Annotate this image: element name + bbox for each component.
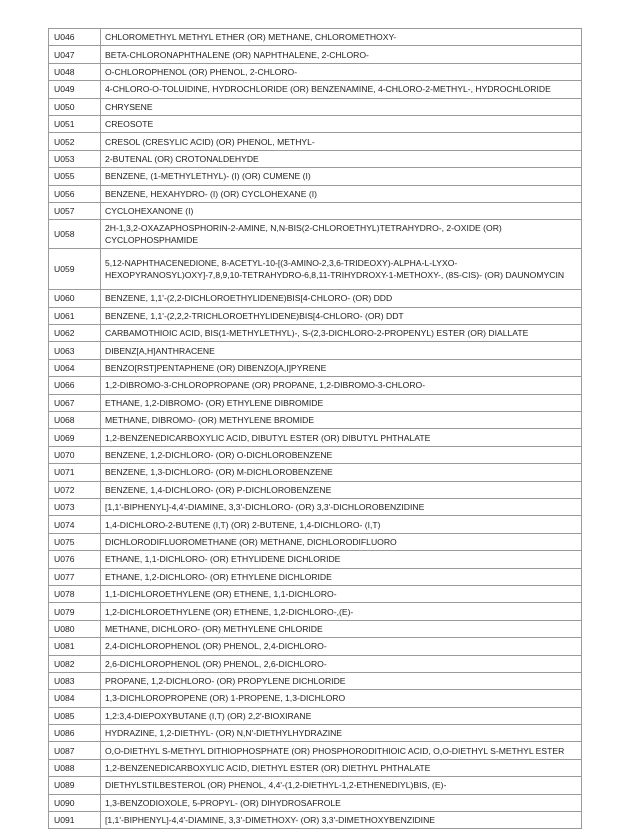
table-row	[49, 29, 582, 46]
substance-description-cell: [1,1'-BIPHENYL]-4,4'-DIAMINE, 3,3'-DIMETHOXY- (OR) 3,3'-DIMETHOXYBENZIDINE	[101, 812, 582, 829]
substance-description-cell: METHANE, DICHLORO- (OR) METHYLENE CHLORIDE	[101, 620, 582, 637]
substance-description-cell: BETA-CHLORONAPHTHALENE (OR) NAPHTHALENE, 2-CHLORO-	[101, 46, 582, 63]
waste-code-cell: U074	[49, 516, 101, 533]
table-row	[49, 377, 582, 394]
waste-code-cell: U048	[49, 63, 101, 80]
table-row	[49, 185, 582, 202]
substance-description-cell: BENZENE, (1-METHYLETHYL)- (I) (OR) CUMENE (I)	[101, 168, 582, 185]
waste-code-cell: U072	[49, 481, 101, 498]
waste-code-cell: U084	[49, 690, 101, 707]
waste-code-cell: U081	[49, 638, 101, 655]
substance-description-cell: 1,3-DICHLOROPROPENE (OR) 1-PROPENE, 1,3-DICHLORO	[101, 690, 582, 707]
substance-description-cell: 4-CHLORO-O-TOLUIDINE, HYDROCHLORIDE (OR) BENZENAMINE, 4-CHLORO-2-METHYL-, HYDROCHLORIDE	[101, 81, 582, 98]
waste-code-cell: U057	[49, 202, 101, 219]
table-row	[49, 812, 582, 829]
table-row	[49, 672, 582, 689]
substance-description-cell: BENZENE, 1,4-DICHLORO- (OR) P-DICHLOROBENZENE	[101, 481, 582, 498]
waste-code-cell: U066	[49, 377, 101, 394]
substance-description-cell: CHLOROMETHYL METHYL ETHER (OR) METHANE, CHLOROMETHOXY-	[101, 29, 582, 46]
table-row	[49, 307, 582, 324]
table-row	[49, 325, 582, 342]
substance-description-cell: CRESOL (CRESYLIC ACID) (OR) PHENOL, METHYL-	[101, 133, 582, 150]
waste-code-cell: U055	[49, 168, 101, 185]
table-row	[49, 498, 582, 515]
table-row	[49, 202, 582, 219]
waste-code-cell: U076	[49, 551, 101, 568]
table-row	[49, 690, 582, 707]
table-row	[49, 46, 582, 63]
substance-description-cell: HYDRAZINE, 1,2-DIETHYL- (OR) N,N'-DIETHYLHYDRAZINE	[101, 725, 582, 742]
table-row	[49, 777, 582, 794]
substance-description-cell: [1,1'-BIPHENYL]-4,4'-DIAMINE, 3,3'-DICHLORO- (OR) 3,3'-DICHLOROBENZIDINE	[101, 498, 582, 515]
waste-code-cell: U053	[49, 150, 101, 167]
waste-code-cell: U061	[49, 307, 101, 324]
waste-code-cell: U087	[49, 742, 101, 759]
waste-code-cell: U052	[49, 133, 101, 150]
table-row	[49, 220, 582, 249]
waste-code-cell: U064	[49, 359, 101, 376]
table-row	[49, 115, 582, 132]
waste-code-cell: U050	[49, 98, 101, 115]
table-row	[49, 725, 582, 742]
substance-description-cell: 1,1-DICHLOROETHYLENE (OR) ETHENE, 1,1-DICHLORO-	[101, 585, 582, 602]
substance-description-cell: BENZENE, 1,3-DICHLORO- (OR) M-DICHLOROBENZENE	[101, 464, 582, 481]
table-row	[49, 585, 582, 602]
substance-description-cell: BENZO[RST]PENTAPHENE (OR) DIBENZO[A,I]PYRENE	[101, 359, 582, 376]
substance-description-cell: 1,2-DICHLOROETHYLENE (OR) ETHENE, 1,2-DICHLORO-,(E)-	[101, 603, 582, 620]
table-row	[49, 394, 582, 411]
waste-code-cell: U082	[49, 655, 101, 672]
substance-description-cell: DICHLORODIFLUOROMETHANE (OR) METHANE, DICHLORODIFLUORO	[101, 533, 582, 550]
waste-code-cell: U088	[49, 759, 101, 776]
table-row	[49, 63, 582, 80]
table-row	[49, 707, 582, 724]
substance-description-cell: ETHANE, 1,1-DICHLORO- (OR) ETHYLIDENE DICHLORIDE	[101, 551, 582, 568]
table-row	[49, 342, 582, 359]
waste-code-cell: U085	[49, 707, 101, 724]
substance-description-cell: 1,3-BENZODIOXOLE, 5-PROPYL- (OR) DIHYDROSAFROLE	[101, 794, 582, 811]
waste-code-cell: U086	[49, 725, 101, 742]
substance-description-cell: 1,4-DICHLORO-2-BUTENE (I,T) (OR) 2-BUTENE, 1,4-DICHLORO- (I,T)	[101, 516, 582, 533]
waste-code-cell: U069	[49, 429, 101, 446]
waste-code-cell: U062	[49, 325, 101, 342]
substance-description-cell: 1,2-BENZENEDICARBOXYLIC ACID, DIETHYL ESTER (OR) DIETHYL PHTHALATE	[101, 759, 582, 776]
table-row	[49, 794, 582, 811]
substance-description-cell: BENZENE, 1,1'-(2,2,2-TRICHLOROETHYLIDENE)BIS[4-CHLORO- (OR) DDT	[101, 307, 582, 324]
table-row	[49, 464, 582, 481]
waste-code-cell: U090	[49, 794, 101, 811]
substance-description-cell: PROPANE, 1,2-DICHLORO- (OR) PROPYLENE DICHLORIDE	[101, 672, 582, 689]
substance-description-cell: CARBAMOTHIOIC ACID, BIS(1-METHYLETHYL)-, S-(2,3-DICHLORO-2-PROPENYL) ESTER (OR) DIALLATE	[101, 325, 582, 342]
waste-code-cell: U071	[49, 464, 101, 481]
waste-code-cell: U073	[49, 498, 101, 515]
substance-description-cell: ETHANE, 1,2-DICHLORO- (OR) ETHYLENE DICHLORIDE	[101, 568, 582, 585]
table-row	[49, 655, 582, 672]
table-row	[49, 742, 582, 759]
table-row	[49, 516, 582, 533]
table-row	[49, 446, 582, 463]
table-row	[49, 533, 582, 550]
substance-description-cell: BENZENE, HEXAHYDRO- (I) (OR) CYCLOHEXANE (I)	[101, 185, 582, 202]
table-row	[49, 81, 582, 98]
waste-code-cell: U079	[49, 603, 101, 620]
substance-description-cell: 1,2-DIBROMO-3-CHLOROPROPANE (OR) PROPANE, 1,2-DIBROMO-3-CHLORO-	[101, 377, 582, 394]
substance-description-cell: DIBENZ[A,H]ANTHRACENE	[101, 342, 582, 359]
waste-code-table-body	[49, 29, 582, 829]
table-row	[49, 620, 582, 637]
table-row	[49, 603, 582, 620]
table-row	[49, 638, 582, 655]
waste-code-cell: U056	[49, 185, 101, 202]
substance-description-cell: ETHANE, 1,2-DIBROMO- (OR) ETHYLENE DIBROMIDE	[101, 394, 582, 411]
waste-code-table	[48, 28, 582, 829]
waste-code-cell: U059	[49, 249, 101, 290]
table-row	[49, 429, 582, 446]
substance-description-cell: 2,4-DICHLOROPHENOL (OR) PHENOL, 2,4-DICHLORO-	[101, 638, 582, 655]
waste-code-cell: U070	[49, 446, 101, 463]
substance-description-cell: 2,6-DICHLOROPHENOL (OR) PHENOL, 2,6-DICHLORO-	[101, 655, 582, 672]
substance-description-cell: CHRYSENE	[101, 98, 582, 115]
substance-description-cell: O,O-DIETHYL S-METHYL DITHIOPHOSPHATE (OR) PHOSPHORODITHIOIC ACID, O,O-DIETHYL S-METHYL ESTER	[101, 742, 582, 759]
waste-code-cell: U080	[49, 620, 101, 637]
substance-description-cell: BENZENE, 1,2-DICHLORO- (OR) O-DICHLOROBENZENE	[101, 446, 582, 463]
substance-description-cell: 2-BUTENAL (OR) CROTONALDEHYDE	[101, 150, 582, 167]
waste-code-cell: U063	[49, 342, 101, 359]
waste-code-cell: U051	[49, 115, 101, 132]
table-row	[49, 290, 582, 307]
table-row	[49, 133, 582, 150]
waste-code-cell: U077	[49, 568, 101, 585]
waste-code-cell: U060	[49, 290, 101, 307]
waste-code-cell: U049	[49, 81, 101, 98]
table-row	[49, 249, 582, 290]
substance-description-cell: 2H-1,3,2-OXAZAPHOSPHORIN-2-AMINE, N,N-BIS(2-CHLOROETHYL)TETRAHYDRO-, 2-OXIDE (OR) CYCLOPHOSPHAMIDE	[101, 220, 582, 249]
waste-code-cell: U089	[49, 777, 101, 794]
table-row	[49, 551, 582, 568]
table-row	[49, 359, 582, 376]
table-row	[49, 568, 582, 585]
waste-code-cell: U058	[49, 220, 101, 249]
substance-description-cell: DIETHYLSTILBESTEROL (OR) PHENOL, 4,4'-(1,2-DIETHYL-1,2-ETHENEDIYL)BIS, (E)-	[101, 777, 582, 794]
waste-code-cell: U075	[49, 533, 101, 550]
substance-description-cell: 1,2-BENZENEDICARBOXYLIC ACID, DIBUTYL ESTER (OR) DIBUTYL PHTHALATE	[101, 429, 582, 446]
substance-description-cell: CYCLOHEXANONE (I)	[101, 202, 582, 219]
table-row	[49, 150, 582, 167]
substance-description-cell: CREOSOTE	[101, 115, 582, 132]
table-row	[49, 412, 582, 429]
substance-description-cell: BENZENE, 1,1'-(2,2-DICHLOROETHYLIDENE)BIS[4-CHLORO- (OR) DDD	[101, 290, 582, 307]
waste-code-cell: U083	[49, 672, 101, 689]
table-row	[49, 98, 582, 115]
table-row	[49, 759, 582, 776]
substance-description-cell: METHANE, DIBROMO- (OR) METHYLENE BROMIDE	[101, 412, 582, 429]
waste-code-cell: U046	[49, 29, 101, 46]
document-page	[48, 28, 582, 829]
waste-code-cell: U047	[49, 46, 101, 63]
waste-code-cell: U067	[49, 394, 101, 411]
table-row	[49, 481, 582, 498]
substance-description-cell: 5,12-NAPHTHACENEDIONE, 8-ACETYL-10-[(3-AMINO-2,3,6-TRIDEOXY)-ALPHA-L-LYXO-HEXOPYRANOSYL)OXY]-7,8,9,10-TETRAHYDRO-6,8,11-TRIHYDROXY-1-METHOXY-, (8S-CIS)- (OR) DAUNOMYCIN	[101, 249, 582, 290]
table-row	[49, 168, 582, 185]
waste-code-cell: U078	[49, 585, 101, 602]
substance-description-cell: 1,2:3,4-DIEPOXYBUTANE (I,T) (OR) 2,2'-BIOXIRANE	[101, 707, 582, 724]
substance-description-cell: O-CHLOROPHENOL (OR) PHENOL, 2-CHLORO-	[101, 63, 582, 80]
waste-code-cell: U091	[49, 812, 101, 829]
waste-code-cell: U068	[49, 412, 101, 429]
